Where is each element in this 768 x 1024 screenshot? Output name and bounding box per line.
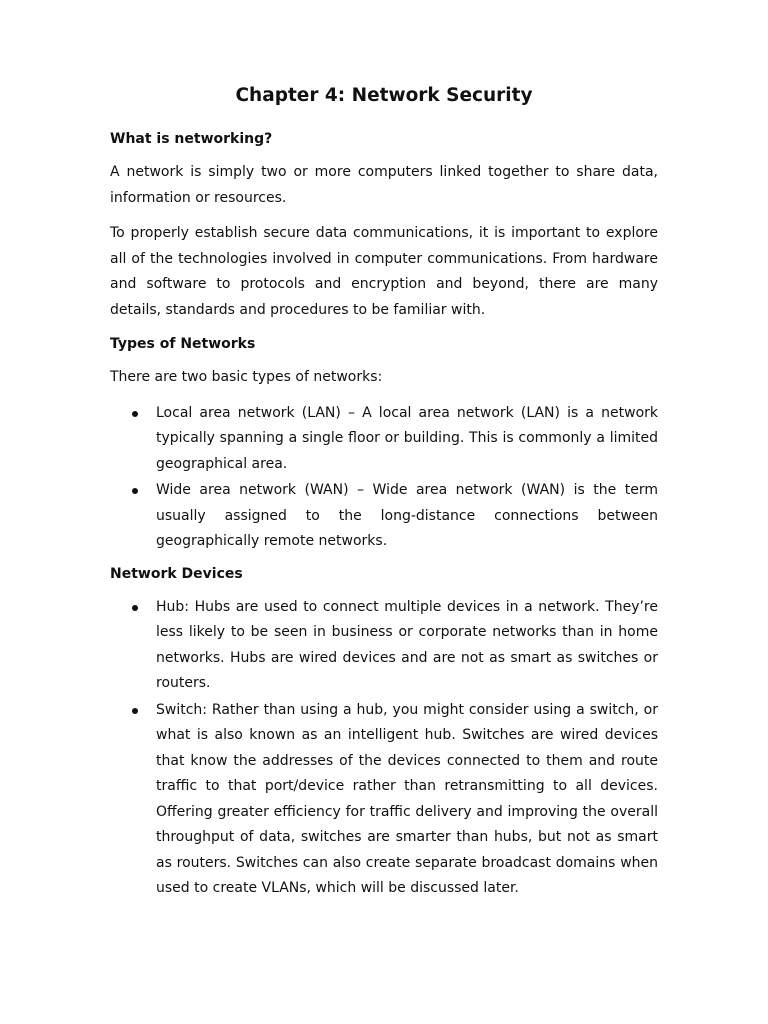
section-heading-networking: What is networking? [110, 131, 273, 147]
paragraph-secure-communications: To properly establish secure data communications, it is important to explore all of the technologies involved in computer communications. From hardware and software to protocols and encryption and beyond, there are many details, standards and procedures to be familiar with. [110, 225, 658, 318]
paragraph-network-definition: A network is simply two or more computers linked together to share data, information or resources. [110, 164, 658, 206]
network-types-list [110, 401, 658, 555]
section-heading-types: Types of Networks [110, 336, 256, 352]
list-item-wan [110, 478, 658, 555]
list-item-lan [110, 401, 658, 478]
paragraph-types-intro: There are two basic types of networks: [110, 369, 383, 385]
bullet-icon [132, 605, 138, 611]
bullet-icon [132, 708, 138, 714]
network-devices-list [110, 595, 658, 902]
bullet-icon [132, 411, 138, 417]
page-title: Chapter 4: Network Security [235, 85, 533, 106]
list-item-text: Wide area network (WAN) – Wide area network (WAN) is the term usually assigned to the long-distance connections between geographically remote networks. [156, 482, 658, 549]
list-item-switch [110, 698, 658, 902]
list-item-text: Switch: Rather than using a hub, you might consider using a switch, or what is also known as an intelligent hub. Switches are wired devices that know the addresses of the devices connected to them and route traffic to that port/device rather than retransmitting to all devices. Offering greater efficiency for traffic delivery and improving the overall throughput of data, switches are smarter than hubs, but not as smart as routers. Switches can also create separate broadcast domains when used to create VLANs, which will be discussed later. [156, 701, 658, 896]
list-item-hub [110, 595, 658, 697]
list-item-text: Local area network (LAN) – A local area network (LAN) is a network typically spanning a single floor or building. This is commonly a limited geographical area. [156, 404, 658, 472]
document-page [110, 82, 658, 910]
section-heading-devices: Network Devices [110, 565, 243, 582]
list-item-text: Hub: Hubs are used to connect multiple devices in a network. They’re less likely to be seen in business or corporate networks than in home networks. Hubs are wired devices and are not as smart as switches or routers. [156, 598, 658, 691]
bullet-icon [132, 488, 138, 494]
